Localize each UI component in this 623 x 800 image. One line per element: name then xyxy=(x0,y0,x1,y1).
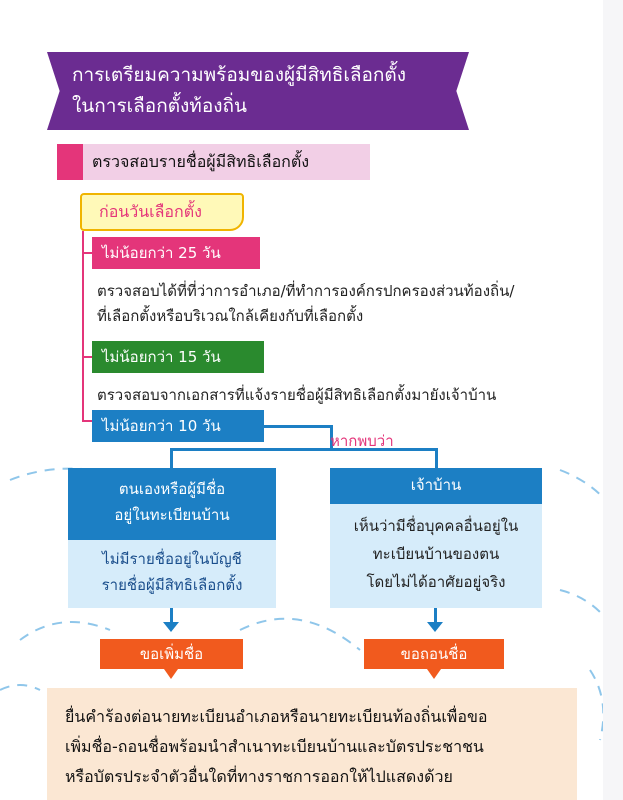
arrow-down-icon xyxy=(427,622,443,632)
stage-label: ก่อนวันเลือกตั้ง xyxy=(99,202,202,221)
card-head-line: อยู่ในทะเบียนบ้าน xyxy=(114,506,230,524)
card-body-line: รายชื่อผู้มีสิทธิเลือกตั้ง xyxy=(101,576,243,594)
section-marker xyxy=(57,144,83,180)
page-title xyxy=(72,60,452,122)
instruction-line: หรือบัตรประจำตัวอื่นใดที่ทางราชการออกให้ไปแสดงด้วย xyxy=(65,767,453,786)
card-householder-head: เจ้าบ้าน xyxy=(330,468,542,504)
timeline-line xyxy=(82,231,84,421)
page-edge xyxy=(603,0,623,800)
card-resident-body xyxy=(68,540,276,608)
card-body-line: ไม่มีรายชื่ออยู่ในบัญชี xyxy=(102,550,242,568)
branch-line xyxy=(170,448,438,451)
card-householder-body xyxy=(330,504,542,608)
arrow-down-icon xyxy=(163,622,179,632)
step-15-days-label: ไม่น้อยกว่า 15 วัน xyxy=(92,341,264,373)
desc-line: ตรวจสอบได้ที่ที่ว่าการอำเภอ/ที่ทำการองค์กรปกครองส่วนท้องถิ่น/ xyxy=(97,282,515,300)
card-head-line: ตนเองหรือผู้มีชื่อ xyxy=(118,480,226,498)
step-25-days-description xyxy=(97,279,577,329)
card-resident-head xyxy=(68,468,276,540)
instruction-line: ยื่นคำร้องต่อนายทะเบียนอำเภอหรือนายทะเบียนท้องถิ่นเพื่อขอ xyxy=(65,707,488,726)
branch-line xyxy=(435,448,438,468)
instruction-line: เพิ่มชื่อ-ถอนชื่อพร้อมนำสำเนาทะเบียนบ้านและบัตรประชาชน xyxy=(65,737,484,756)
title-line-2: ในการเลือกตั้งท้องถิ่น xyxy=(72,95,248,117)
step-15-days-description: ตรวจสอบจากเอกสารที่แจ้งรายชื่อผู้มีสิทธิเลือกตั้งมายังเจ้าบ้าน xyxy=(97,386,497,404)
desc-line: ที่เลือกตั้งหรือบริเวณใกล้เคียงกับที่เลือกตั้ง xyxy=(97,307,364,325)
branch-line xyxy=(170,448,173,468)
instruction-box xyxy=(47,688,577,800)
add-name-action: ขอเพิ่มชื่อ xyxy=(100,639,243,669)
step-25-days-label: ไม่น้อยกว่า 25 วัน xyxy=(92,237,260,269)
card-body-line: ทะเบียนบ้านของตน xyxy=(372,545,500,563)
arrow-down-icon xyxy=(164,669,178,679)
branch-label: หากพบว่า xyxy=(330,432,394,450)
card-body-line: เห็นว่ามีชื่อบุคคลอื่นอยู่ใน xyxy=(353,517,519,535)
step-10-days-label: ไม่น้อยกว่า 10 วัน xyxy=(92,410,264,442)
card-body-line: โดยไม่ได้อาศัยอยู่จริง xyxy=(366,573,506,591)
remove-name-action: ขอถอนชื่อ xyxy=(364,639,504,669)
arrow-down-icon xyxy=(427,669,441,679)
connector-line xyxy=(264,425,332,428)
section-title: ตรวจสอบรายชื่อผู้มีสิทธิเลือกตั้ง xyxy=(92,152,310,171)
title-line-1: การเตรียมความพร้อมของผู้มีสิทธิเลือกตั้ง xyxy=(72,64,407,86)
